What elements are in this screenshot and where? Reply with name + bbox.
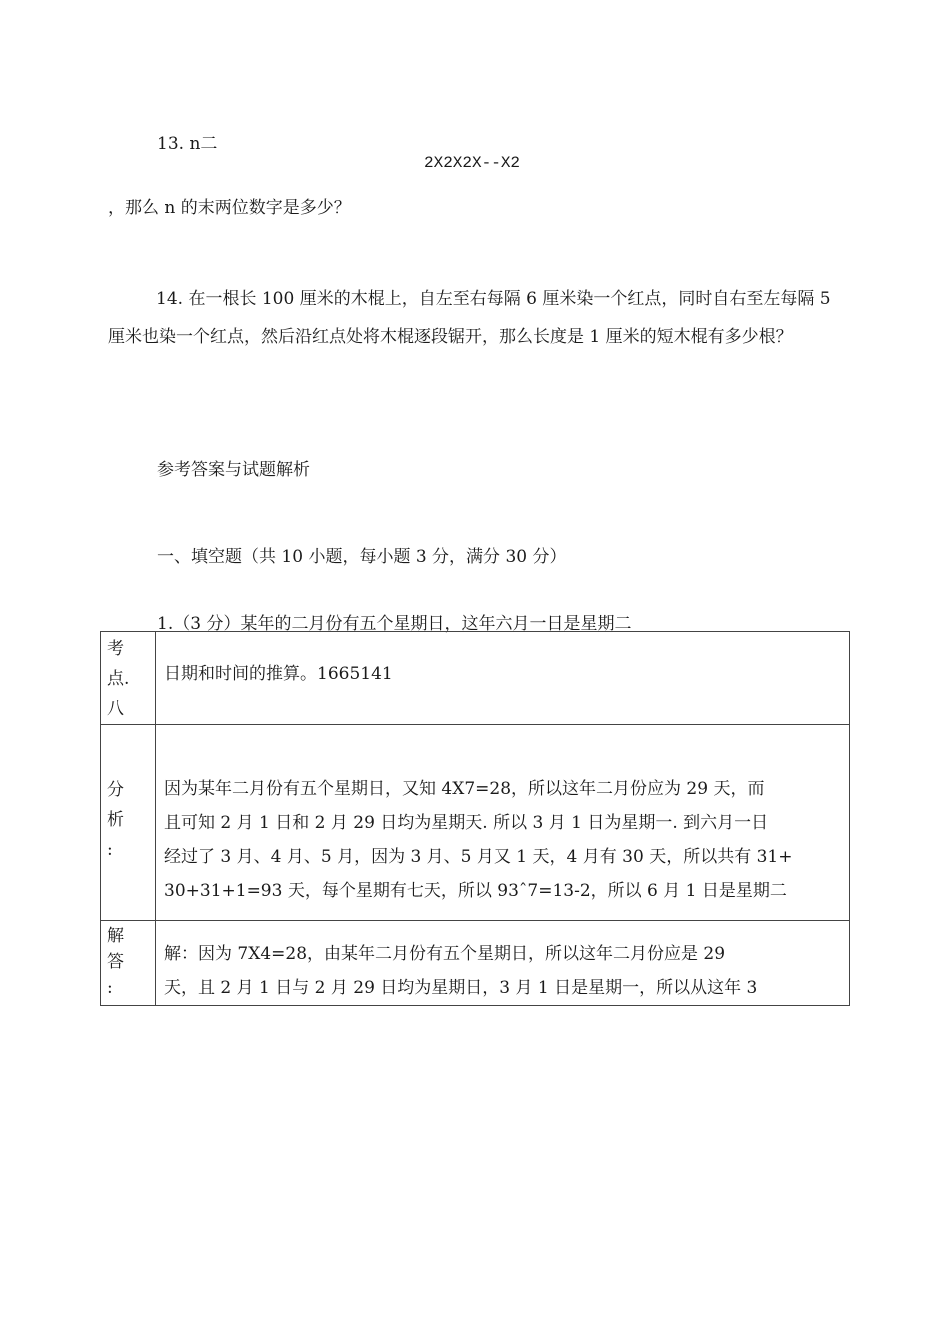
q1-header: 1.（3 分）某年的二月份有五个星期日，这年六月一日是星期二 [157, 614, 632, 634]
table-row-kaodian [101, 632, 850, 725]
label-kaodian [101, 632, 156, 725]
content-line: 日期和时间的推算。1665141 [164, 664, 393, 684]
label-jieda [101, 921, 156, 1006]
answers-title: 参考答案与试题解析 [157, 460, 310, 480]
label-char: 八 [107, 699, 124, 719]
jieda-content [156, 921, 850, 1006]
table-row-jieda [101, 921, 850, 1006]
answer-table [100, 631, 850, 1006]
section-title: 一、填空题（共 10 小题，每小题 3 分，满分 30 分） [157, 547, 567, 567]
q14-text: 14. 在一根长 100 厘米的木棍上，自左至右每隔 6 厘米染一个红点，同时自右至左每隔 5 厘米也染一个红点，然后沿红点处将木棍逐段锯开，那么长度是 1 厘米的短木棍有多少根？ [108, 289, 831, 347]
table-row-fenxi [101, 725, 850, 921]
content-line: 且可知 2 月 1 日和 2 月 29 日均为星期天. 所以 3 月 1 日为星期一. 到六月一日 [164, 813, 769, 833]
label-char: 考 [107, 639, 124, 659]
content-line: 解：因为 7X4=28，由某年二月份有五个星期日，所以这年二月份应是 29 [164, 944, 726, 964]
label-char: 分 [107, 780, 124, 800]
q13-line2: ，那么 n 的末两位数字是多少？ [108, 198, 351, 218]
content-line: 因为某年二月份有五个星期日，又知 4X7=28，所以这年二月份应为 29 天，而 [164, 779, 765, 799]
label-fenxi [101, 725, 156, 921]
label-char: 析 [107, 810, 124, 830]
label-char: : [107, 840, 113, 860]
content-line: 天，且 2 月 1 日与 2 月 29 日均为星期日，3 月 1 日是星期一，所以从这年 3 [164, 978, 758, 998]
label-char: 点. [107, 669, 130, 689]
q13-line1: 13. n二 [157, 134, 218, 154]
label-char: : [107, 978, 113, 998]
label-char: 答 [107, 952, 124, 972]
q13-formula: 2X2X2X--X2 [424, 154, 521, 172]
kaodian-content [156, 632, 850, 725]
fenxi-content [156, 725, 850, 921]
content-line: 经过了 3 月、4 月、5 月，因为 3 月、5 月又 1 天，4 月有 30 天，所以共有 31+ [164, 847, 793, 867]
content-line: 30+31+1=93 天，每个星期有七天，所以 93ˆ7=13-2，所以 6 月 1 日是星期二 [164, 881, 787, 901]
label-char: 解 [107, 926, 124, 946]
